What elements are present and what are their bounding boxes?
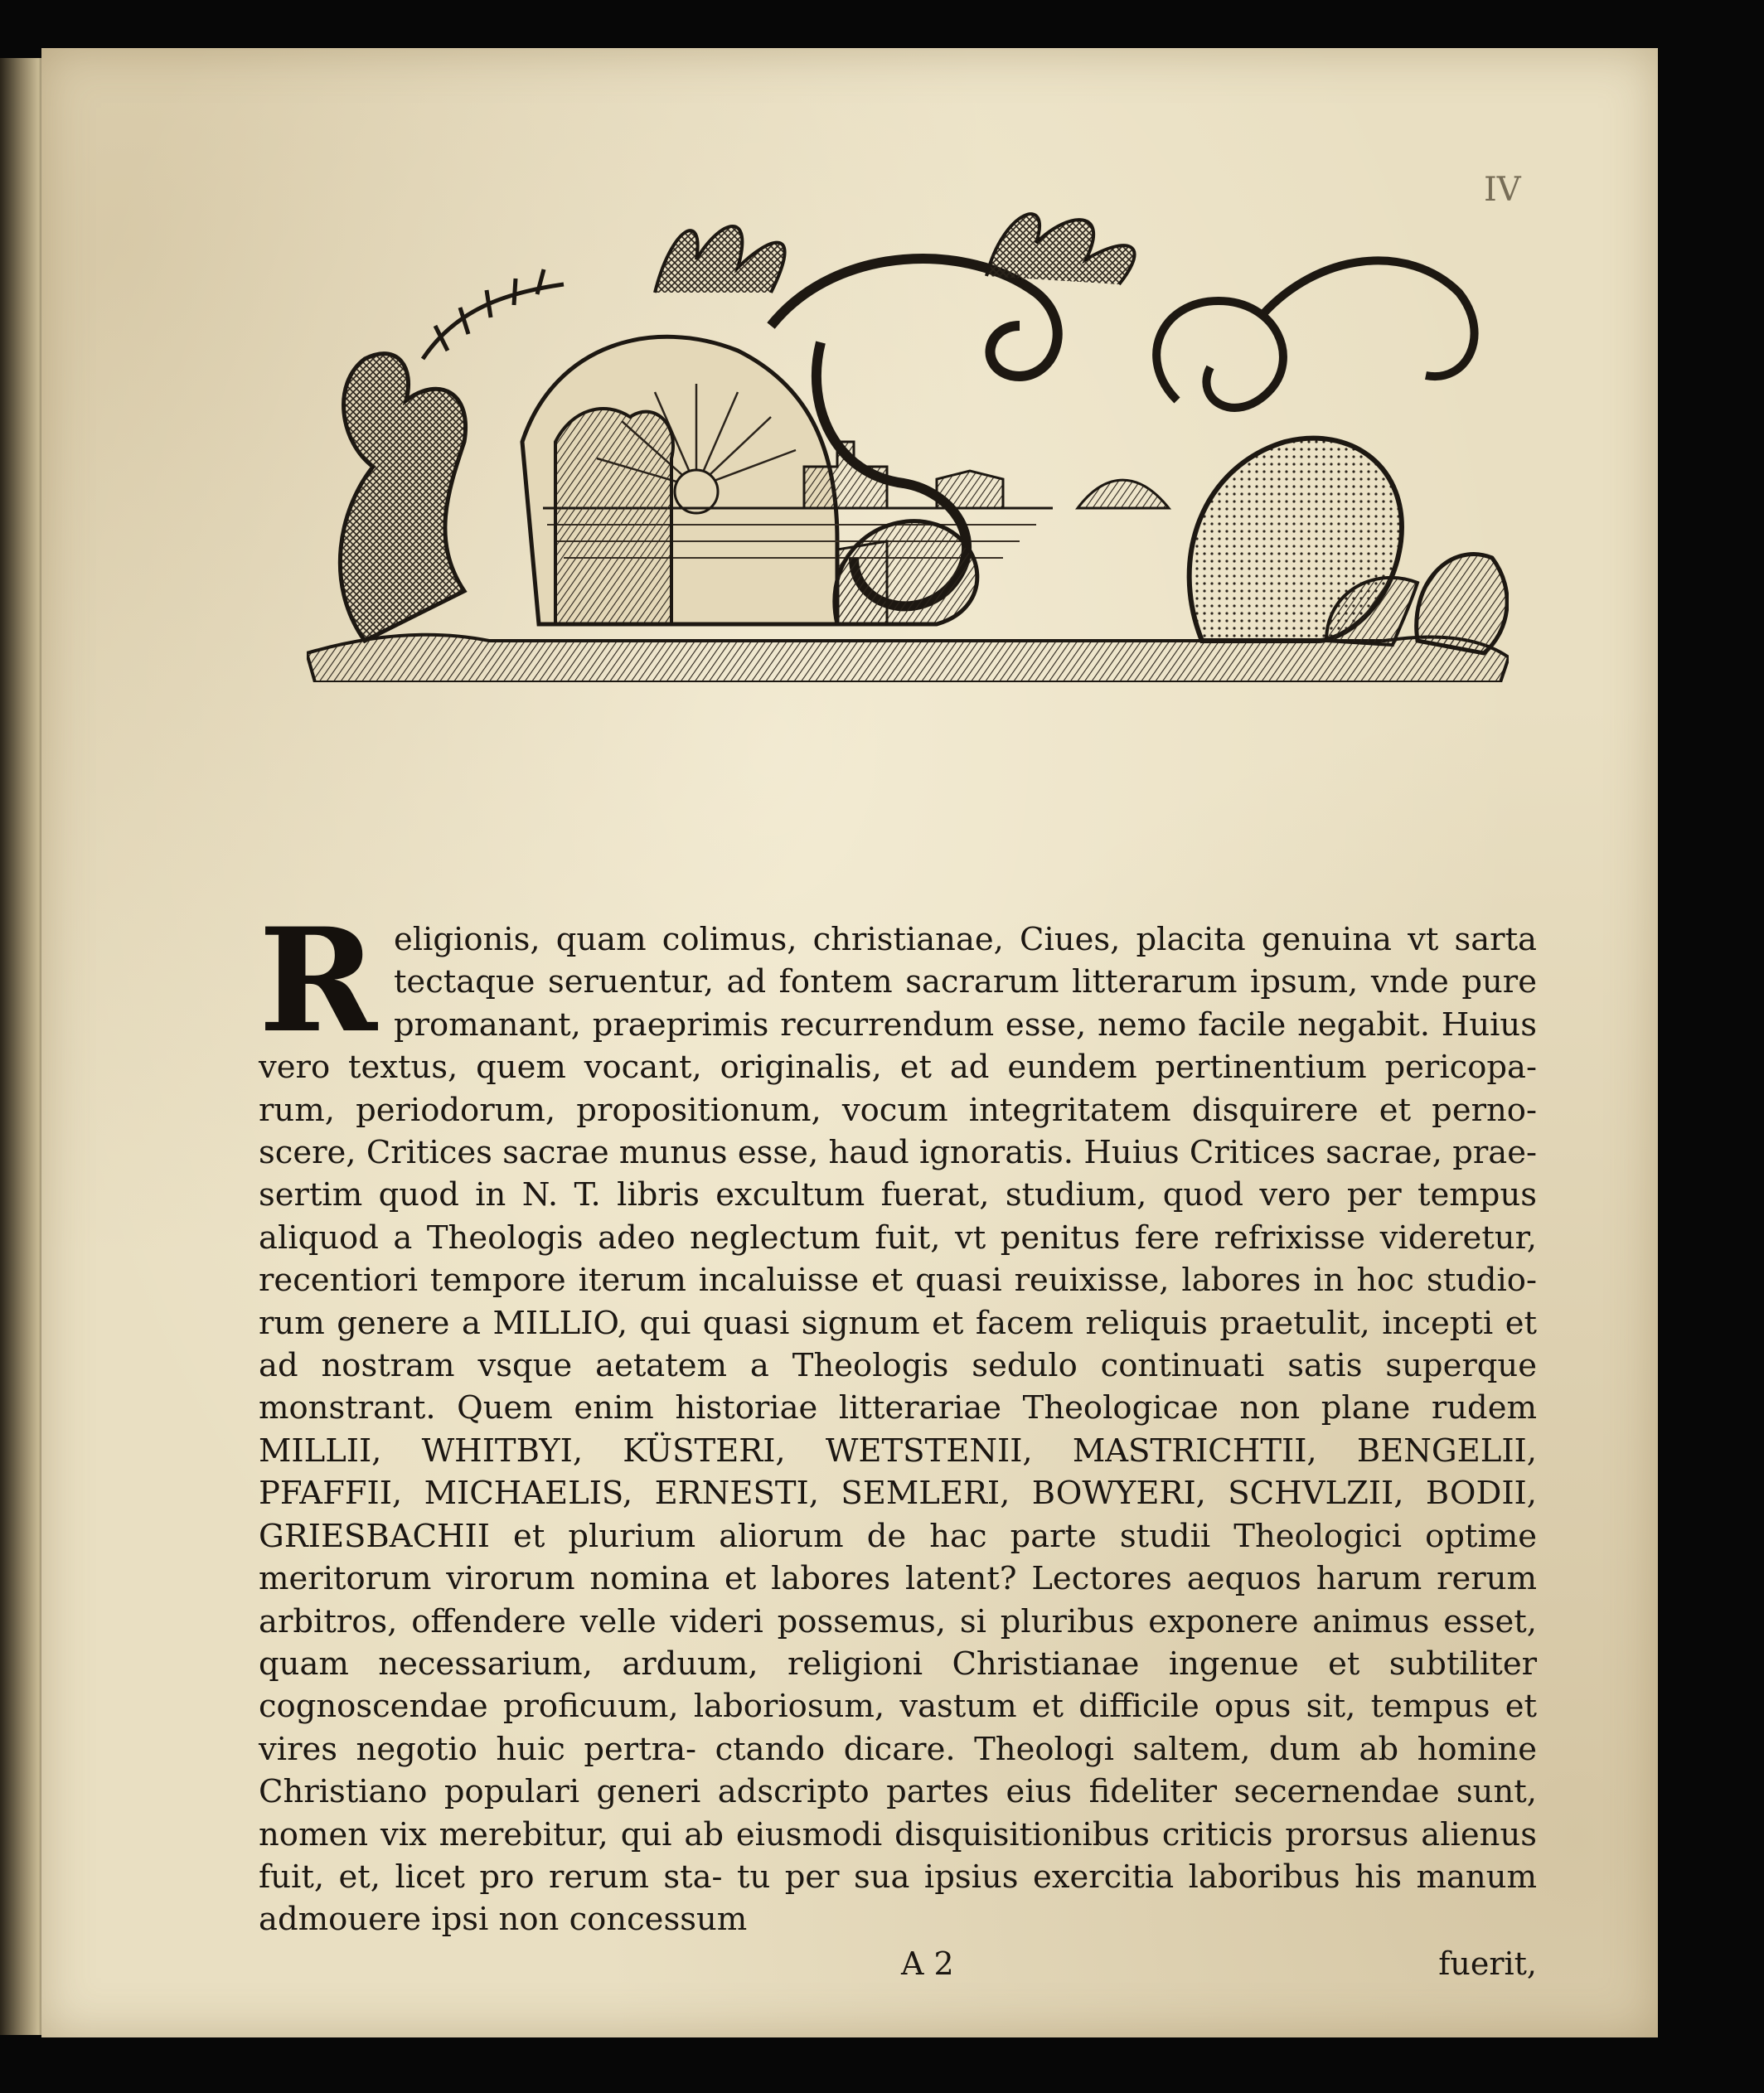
headpiece-ornament bbox=[307, 193, 1509, 682]
text-line: nomina et labores latent? Lectores aequos harum rerum arbitros, offendere bbox=[259, 1560, 1537, 1640]
text-line: recentiori tempore iterum incaluisse et quasi reuixisse, labores in hoc studio- bbox=[259, 1262, 1537, 1300]
text-line: velle videri possemus, si pluribus exponere animus esset, quam necessarium, bbox=[259, 1602, 1537, 1683]
text-line: rum, periodorum, propositionum, vocum integritatem disquirere et perno- bbox=[259, 1091, 1537, 1129]
signature-mark: A 2 bbox=[901, 1945, 954, 1982]
text-line: MICHAELIS, ERNESTI, SEMLERI, BOWYERI, SCHVLZII, BODII, GRIESBACHII et bbox=[259, 1475, 1537, 1555]
text-line: arduum, religioni Christianae ingenue et subtiliter cognoscendae proficuum, bbox=[259, 1645, 1538, 1726]
book-page bbox=[41, 48, 1658, 2037]
text-line: MILLII, WHITBYI, KÜSTERI, WETSTENII, MASTRICHTII, BENGELII, PFAFFII, bbox=[259, 1432, 1537, 1513]
text-line: rum genere a MILLIO, qui quasi signum et facem reliquis praetulit, incepti bbox=[259, 1304, 1505, 1342]
catchword: fuerit, bbox=[1438, 1945, 1537, 1982]
text-line: tu per sua ipsius exercitia laboribus his manum admouere ipsi non concessum bbox=[259, 1858, 1538, 1939]
text-line: eligionis, quam colimus, christianae, Ciues, placita genuina vt sarta bbox=[393, 921, 1537, 958]
text-line: promanant, praeprimis recurrendum esse, nemo facile negabit. Huius bbox=[393, 1005, 1537, 1044]
main-text-block bbox=[259, 896, 1538, 1986]
text-line: vero textus, quem vocant, originalis, et ad eundem pertinentium pericopa- bbox=[259, 1049, 1537, 1087]
text-line: laboriosum, vastum et difficile opus sit, tempus et vires negotio huic pertra- bbox=[259, 1688, 1537, 1768]
text-line: tectaque seruentur, ad fontem sacrarum litterarum ipsum, vnde pure bbox=[393, 963, 1537, 1001]
page-number: IV bbox=[1484, 171, 1521, 209]
text-line: adscripto partes eius fideliter secernendae sunt, nomen vix merebitur, qui ab bbox=[259, 1773, 1537, 1853]
drop-cap: R bbox=[259, 896, 377, 1064]
paragraph bbox=[259, 896, 1538, 1941]
text-line: aliquod a Theologis adeo neglectum fuit, vt penitus fere refrixisse videretur, bbox=[259, 1218, 1537, 1257]
text-line: monstrant. Quem enim historiae litterariae Theologicae non plane rudem bbox=[259, 1389, 1537, 1427]
text-line: plurium aliorum de hac parte studii Theologici optime meritorum virorum bbox=[259, 1517, 1537, 1598]
text-line: et ad nostram vsque aetatem a Theologis sedulo continuati satis superque bbox=[259, 1304, 1537, 1385]
text-line: scere, Critices sacrae munus esse, haud ignoratis. Huius Critices sacrae, prae- bbox=[259, 1134, 1537, 1172]
text-line: ctando dicare. Theologi saltem, dum ab homine Christiano populari generi bbox=[259, 1730, 1537, 1811]
text-line: eiusmodi disquisitionibus criticis prorsus alienus fuit, et, licet pro rerum sta- bbox=[259, 1815, 1538, 1896]
page-footer bbox=[259, 1943, 1537, 1986]
text-line: sertim quod in N. T. libris excultum fuerat, studium, quod vero per tempus bbox=[259, 1176, 1537, 1214]
